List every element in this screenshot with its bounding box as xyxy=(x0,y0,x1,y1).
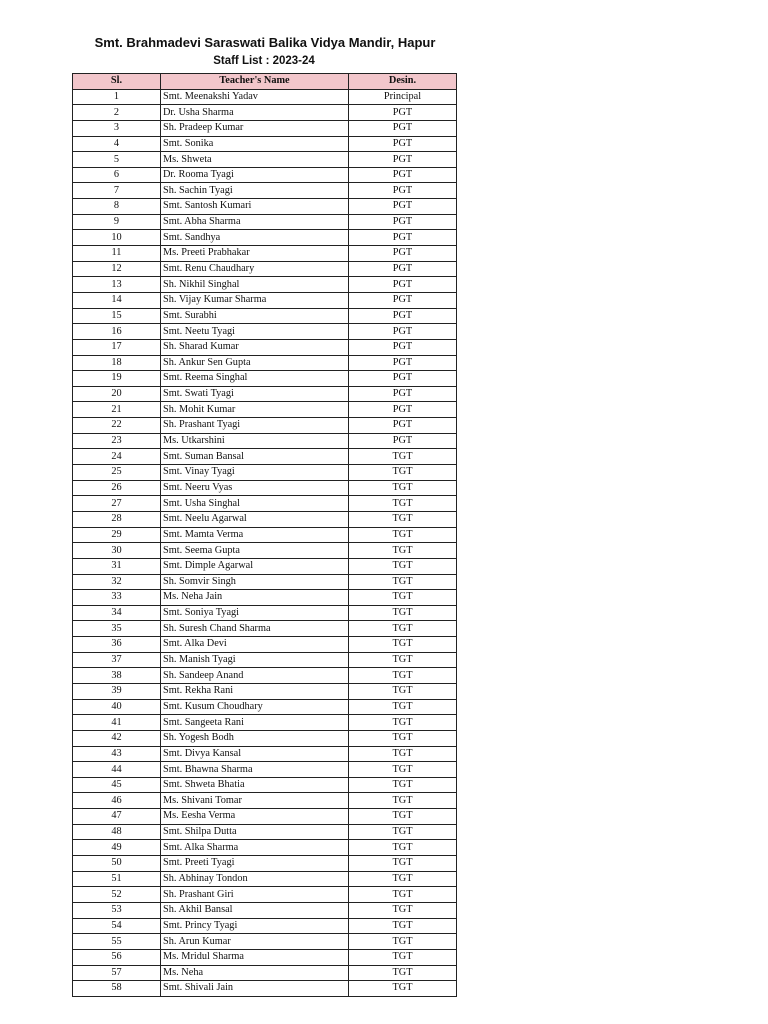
row-name-cell: Smt. Neeru Vyas xyxy=(161,480,349,496)
row-designation-cell: TGT xyxy=(349,621,457,637)
row-sl-cell: 23 xyxy=(73,433,161,449)
row-designation-cell: TGT xyxy=(349,934,457,950)
row-name-cell: Smt. Alka Sharma xyxy=(161,840,349,856)
row-name-cell: Smt. Mamta Verma xyxy=(161,527,349,543)
row-designation-cell: TGT xyxy=(349,840,457,856)
row-name-cell: Sh. Mohit Kumar xyxy=(161,402,349,418)
row-sl-cell: 21 xyxy=(73,402,161,418)
table-row xyxy=(73,183,457,199)
row-designation-cell: TGT xyxy=(349,746,457,762)
row-sl-cell: 39 xyxy=(73,683,161,699)
row-sl-cell: 4 xyxy=(73,136,161,152)
row-name-cell: Sh. Vijay Kumar Sharma xyxy=(161,292,349,308)
table-row xyxy=(73,511,457,527)
row-name-cell: Smt. Soniya Tyagi xyxy=(161,605,349,621)
row-designation-cell: TGT xyxy=(349,652,457,668)
row-name-cell: Sh. Pradeep Kumar xyxy=(161,120,349,136)
row-sl-cell: 2 xyxy=(73,105,161,121)
row-name-cell: Smt. Sandhya xyxy=(161,230,349,246)
column-header-teacher-name: Teacher's Name xyxy=(161,74,349,90)
row-sl-cell: 38 xyxy=(73,668,161,684)
staff-table xyxy=(72,73,457,997)
table-row xyxy=(73,371,457,387)
row-name-cell: Smt. Kusum Choudhary xyxy=(161,699,349,715)
table-row xyxy=(73,136,457,152)
row-sl-cell: 31 xyxy=(73,558,161,574)
row-designation-cell: PGT xyxy=(349,105,457,121)
row-name-cell: Smt. Bhawna Sharma xyxy=(161,762,349,778)
row-name-cell: Ms. Eesha Verma xyxy=(161,809,349,825)
row-designation-cell: TGT xyxy=(349,965,457,981)
row-name-cell: Sh. Sandeep Anand xyxy=(161,668,349,684)
row-name-cell: Ms. Neha Jain xyxy=(161,590,349,606)
table-row xyxy=(73,981,457,997)
row-designation-cell: PGT xyxy=(349,308,457,324)
row-name-cell: Sh. Somvir Singh xyxy=(161,574,349,590)
table-row xyxy=(73,683,457,699)
table-row xyxy=(73,762,457,778)
row-designation-cell: PGT xyxy=(349,371,457,387)
row-name-cell: Ms. Utkarshini xyxy=(161,433,349,449)
row-designation-cell: PGT xyxy=(349,183,457,199)
row-sl-cell: 19 xyxy=(73,371,161,387)
row-designation-cell: TGT xyxy=(349,511,457,527)
row-sl-cell: 3 xyxy=(73,120,161,136)
row-designation-cell: PGT xyxy=(349,214,457,230)
table-row xyxy=(73,558,457,574)
row-sl-cell: 45 xyxy=(73,777,161,793)
row-designation-cell: TGT xyxy=(349,699,457,715)
row-name-cell: Smt. Seema Gupta xyxy=(161,543,349,559)
row-name-cell: Smt. Princy Tyagi xyxy=(161,918,349,934)
row-sl-cell: 43 xyxy=(73,746,161,762)
row-sl-cell: 33 xyxy=(73,590,161,606)
row-sl-cell: 12 xyxy=(73,261,161,277)
row-sl-cell: 25 xyxy=(73,465,161,481)
table-row xyxy=(73,167,457,183)
row-designation-cell: PGT xyxy=(349,433,457,449)
row-designation-cell: PGT xyxy=(349,339,457,355)
row-designation-cell: TGT xyxy=(349,949,457,965)
row-sl-cell: 35 xyxy=(73,621,161,637)
table-row xyxy=(73,89,457,105)
row-sl-cell: 14 xyxy=(73,292,161,308)
row-sl-cell: 41 xyxy=(73,715,161,731)
row-designation-cell: TGT xyxy=(349,496,457,512)
row-name-cell: Smt. Neelu Agarwal xyxy=(161,511,349,527)
row-designation-cell: TGT xyxy=(349,543,457,559)
row-designation-cell: PGT xyxy=(349,230,457,246)
row-designation-cell: TGT xyxy=(349,918,457,934)
row-designation-cell: PGT xyxy=(349,261,457,277)
table-row xyxy=(73,496,457,512)
row-sl-cell: 44 xyxy=(73,762,161,778)
table-row xyxy=(73,902,457,918)
row-designation-cell: TGT xyxy=(349,730,457,746)
row-sl-cell: 57 xyxy=(73,965,161,981)
table-row xyxy=(73,543,457,559)
row-sl-cell: 18 xyxy=(73,355,161,371)
row-name-cell: Smt. Sangeeta Rani xyxy=(161,715,349,731)
staff-table-body xyxy=(73,89,457,996)
row-sl-cell: 15 xyxy=(73,308,161,324)
row-sl-cell: 49 xyxy=(73,840,161,856)
table-row xyxy=(73,246,457,262)
row-designation-cell: TGT xyxy=(349,683,457,699)
table-row xyxy=(73,152,457,168)
table-row xyxy=(73,480,457,496)
row-name-cell: Smt. Divya Kansal xyxy=(161,746,349,762)
row-name-cell: Smt. Vinay Tyagi xyxy=(161,465,349,481)
row-sl-cell: 58 xyxy=(73,981,161,997)
row-name-cell: Ms. Preeti Prabhakar xyxy=(161,246,349,262)
table-row xyxy=(73,605,457,621)
row-designation-cell: TGT xyxy=(349,809,457,825)
row-name-cell: Sh. Prashant Tyagi xyxy=(161,418,349,434)
row-sl-cell: 30 xyxy=(73,543,161,559)
table-row xyxy=(73,746,457,762)
table-row xyxy=(73,402,457,418)
row-sl-cell: 54 xyxy=(73,918,161,934)
table-row xyxy=(73,120,457,136)
row-designation-cell: TGT xyxy=(349,981,457,997)
row-sl-cell: 9 xyxy=(73,214,161,230)
school-title: Smt. Brahmadevi Saraswati Balika Vidya Mandir, Hapur xyxy=(94,35,436,50)
table-row xyxy=(73,668,457,684)
row-designation-cell: PGT xyxy=(349,199,457,215)
column-header-designation: Desin. xyxy=(349,74,457,90)
row-designation-cell: TGT xyxy=(349,871,457,887)
row-sl-cell: 56 xyxy=(73,949,161,965)
table-row xyxy=(73,199,457,215)
table-row xyxy=(73,934,457,950)
row-designation-cell: TGT xyxy=(349,590,457,606)
row-name-cell: Smt. Shweta Bhatia xyxy=(161,777,349,793)
row-name-cell: Sh. Ankur Sen Gupta xyxy=(161,355,349,371)
row-name-cell: Ms. Shweta xyxy=(161,152,349,168)
row-sl-cell: 32 xyxy=(73,574,161,590)
row-sl-cell: 42 xyxy=(73,730,161,746)
table-row xyxy=(73,871,457,887)
row-sl-cell: 46 xyxy=(73,793,161,809)
row-sl-cell: 55 xyxy=(73,934,161,950)
row-name-cell: Sh. Akhil Bansal xyxy=(161,902,349,918)
row-name-cell: Ms. Neha xyxy=(161,965,349,981)
table-row xyxy=(73,261,457,277)
header-row xyxy=(73,74,457,90)
row-sl-cell: 37 xyxy=(73,652,161,668)
row-name-cell: Smt. Shilpa Dutta xyxy=(161,824,349,840)
table-row xyxy=(73,699,457,715)
row-sl-cell: 13 xyxy=(73,277,161,293)
row-designation-cell: PGT xyxy=(349,152,457,168)
row-sl-cell: 48 xyxy=(73,824,161,840)
column-header-sl: Sl. xyxy=(73,74,161,90)
row-sl-cell: 24 xyxy=(73,449,161,465)
row-name-cell: Sh. Arun Kumar xyxy=(161,934,349,950)
table-row xyxy=(73,715,457,731)
row-sl-cell: 17 xyxy=(73,339,161,355)
row-designation-cell: PGT xyxy=(349,418,457,434)
row-sl-cell: 34 xyxy=(73,605,161,621)
row-designation-cell: TGT xyxy=(349,465,457,481)
row-sl-cell: 10 xyxy=(73,230,161,246)
row-name-cell: Dr. Usha Sharma xyxy=(161,105,349,121)
row-designation-cell: PGT xyxy=(349,120,457,136)
row-sl-cell: 53 xyxy=(73,902,161,918)
row-name-cell: Smt. Santosh Kumari xyxy=(161,199,349,215)
row-designation-cell: TGT xyxy=(349,902,457,918)
row-sl-cell: 27 xyxy=(73,496,161,512)
row-designation-cell: TGT xyxy=(349,605,457,621)
row-name-cell: Smt. Dimple Agarwal xyxy=(161,558,349,574)
table-row xyxy=(73,824,457,840)
row-sl-cell: 7 xyxy=(73,183,161,199)
table-row xyxy=(73,355,457,371)
row-name-cell: Smt. Reema Singhal xyxy=(161,371,349,387)
table-row xyxy=(73,637,457,653)
table-row xyxy=(73,465,457,481)
row-name-cell: Smt. Usha Singhal xyxy=(161,496,349,512)
table-row xyxy=(73,339,457,355)
table-row xyxy=(73,433,457,449)
row-name-cell: Sh. Prashant Giri xyxy=(161,887,349,903)
row-name-cell: Smt. Surabhi xyxy=(161,308,349,324)
row-designation-cell: TGT xyxy=(349,480,457,496)
row-designation-cell: PGT xyxy=(349,246,457,262)
table-row xyxy=(73,386,457,402)
table-row xyxy=(73,949,457,965)
row-sl-cell: 47 xyxy=(73,809,161,825)
staff-table-header xyxy=(73,74,457,90)
row-name-cell: Sh. Sharad Kumar xyxy=(161,339,349,355)
row-sl-cell: 20 xyxy=(73,386,161,402)
row-designation-cell: TGT xyxy=(349,574,457,590)
row-designation-cell: TGT xyxy=(349,824,457,840)
table-row xyxy=(73,621,457,637)
table-row xyxy=(73,856,457,872)
row-name-cell: Smt. Shivali Jain xyxy=(161,981,349,997)
row-designation-cell: PGT xyxy=(349,167,457,183)
table-row xyxy=(73,730,457,746)
table-row xyxy=(73,574,457,590)
row-designation-cell: PGT xyxy=(349,402,457,418)
row-designation-cell: TGT xyxy=(349,668,457,684)
row-designation-cell: TGT xyxy=(349,777,457,793)
row-sl-cell: 51 xyxy=(73,871,161,887)
row-designation-cell: PGT xyxy=(349,292,457,308)
table-row xyxy=(73,887,457,903)
row-name-cell: Smt. Suman Bansal xyxy=(161,449,349,465)
row-sl-cell: 1 xyxy=(73,89,161,105)
table-row xyxy=(73,918,457,934)
row-designation-cell: TGT xyxy=(349,856,457,872)
table-row xyxy=(73,105,457,121)
row-designation-cell: PGT xyxy=(349,355,457,371)
table-row xyxy=(73,793,457,809)
table-row xyxy=(73,965,457,981)
table-row xyxy=(73,308,457,324)
row-name-cell: Smt. Rekha Rani xyxy=(161,683,349,699)
row-designation-cell: Principal xyxy=(349,89,457,105)
row-sl-cell: 11 xyxy=(73,246,161,262)
table-row xyxy=(73,214,457,230)
row-sl-cell: 22 xyxy=(73,418,161,434)
row-sl-cell: 50 xyxy=(73,856,161,872)
table-row xyxy=(73,292,457,308)
row-name-cell: Smt. Renu Chaudhary xyxy=(161,261,349,277)
row-name-cell: Ms. Mridul Sharma xyxy=(161,949,349,965)
row-name-cell: Smt. Abha Sharma xyxy=(161,214,349,230)
row-designation-cell: TGT xyxy=(349,715,457,731)
row-sl-cell: 36 xyxy=(73,637,161,653)
row-designation-cell: TGT xyxy=(349,887,457,903)
row-sl-cell: 52 xyxy=(73,887,161,903)
table-row xyxy=(73,277,457,293)
row-name-cell: Dr. Rooma Tyagi xyxy=(161,167,349,183)
row-name-cell: Smt. Meenakshi Yadav xyxy=(161,89,349,105)
row-sl-cell: 5 xyxy=(73,152,161,168)
table-row xyxy=(73,590,457,606)
table-row xyxy=(73,230,457,246)
row-designation-cell: TGT xyxy=(349,793,457,809)
row-name-cell: Sh. Manish Tyagi xyxy=(161,652,349,668)
table-row xyxy=(73,809,457,825)
row-name-cell: Sh. Suresh Chand Sharma xyxy=(161,621,349,637)
row-name-cell: Smt. Preeti Tyagi xyxy=(161,856,349,872)
table-row xyxy=(73,324,457,340)
row-sl-cell: 29 xyxy=(73,527,161,543)
row-designation-cell: TGT xyxy=(349,762,457,778)
row-designation-cell: TGT xyxy=(349,558,457,574)
row-sl-cell: 26 xyxy=(73,480,161,496)
row-name-cell: Sh. Abhinay Tondon xyxy=(161,871,349,887)
table-row xyxy=(73,777,457,793)
row-designation-cell: PGT xyxy=(349,277,457,293)
row-sl-cell: 28 xyxy=(73,511,161,527)
row-sl-cell: 40 xyxy=(73,699,161,715)
row-sl-cell: 16 xyxy=(73,324,161,340)
row-name-cell: Sh. Yogesh Bodh xyxy=(161,730,349,746)
row-sl-cell: 6 xyxy=(73,167,161,183)
table-row xyxy=(73,418,457,434)
row-name-cell: Ms. Shivani Tomar xyxy=(161,793,349,809)
row-name-cell: Smt. Sonika xyxy=(161,136,349,152)
table-row xyxy=(73,840,457,856)
row-designation-cell: TGT xyxy=(349,527,457,543)
row-designation-cell: PGT xyxy=(349,136,457,152)
row-name-cell: Sh. Nikhil Singhal xyxy=(161,277,349,293)
row-designation-cell: PGT xyxy=(349,324,457,340)
row-name-cell: Smt. Neetu Tyagi xyxy=(161,324,349,340)
table-row xyxy=(73,527,457,543)
table-row xyxy=(73,449,457,465)
row-name-cell: Sh. Sachin Tyagi xyxy=(161,183,349,199)
row-name-cell: Smt. Alka Devi xyxy=(161,637,349,653)
row-designation-cell: TGT xyxy=(349,637,457,653)
staff-list-title: Staff List : 2023-24 xyxy=(213,55,315,67)
row-designation-cell: PGT xyxy=(349,386,457,402)
table-row xyxy=(73,652,457,668)
row-name-cell: Smt. Swati Tyagi xyxy=(161,386,349,402)
row-sl-cell: 8 xyxy=(73,199,161,215)
row-designation-cell: TGT xyxy=(349,449,457,465)
